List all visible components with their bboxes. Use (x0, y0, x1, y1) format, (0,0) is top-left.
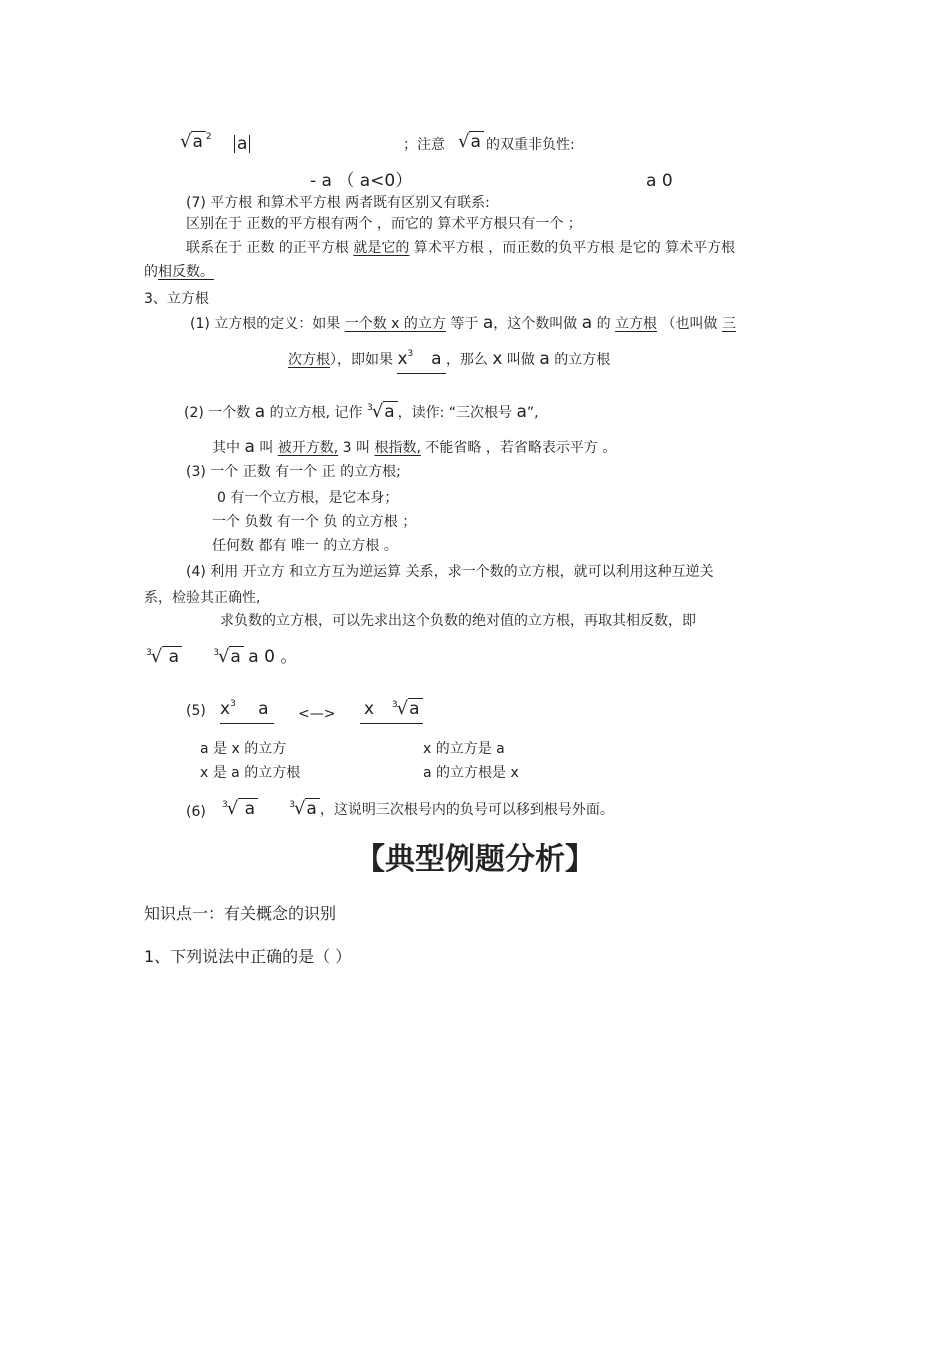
p7-link: 联系在于 正数 的正平方根 就是它的 算术平方根 ，而正数的负平方根 是它的 算术平方根 (186, 240, 736, 256)
d2-line1: (2) 一个数 a 的立方根, 记作 $^3$√a ，读作: “三次根号 a”, (184, 401, 539, 422)
p7-head: (7) 平方根 和算术平方根 两者既有区别又有联系: (186, 195, 490, 211)
d3-line4: 任何数 都有 唯一 的立方根 。 (212, 538, 398, 554)
d5-eq-left: $x^3$ a (220, 700, 274, 724)
d4-line2: 系，检验其正确性, (144, 590, 261, 606)
d4-formula: $^3$√ a $^3$√a a 0 。 (146, 646, 298, 667)
d1-line2: 次方根），即如果 $x^3$ a ，那么 x 叫做 a 的立方根 (288, 350, 610, 374)
note-label: ；注意 (403, 137, 445, 153)
question-1: 1、下列说法中正确的是（ ） (144, 947, 352, 966)
formula-sqrt-a-squared: √a $^2$ (180, 131, 212, 152)
neg-a-case: - a （ a<0） (310, 171, 413, 191)
d6-label: (6) (186, 804, 206, 820)
d5-r1b: x 的立方是 a (423, 741, 505, 757)
d5-r2a: x 是 a 的立方根 (200, 765, 301, 781)
d5-r2b: a 的立方根是 x (423, 765, 519, 781)
d4-line3: 求负数的立方根，可以先求出这个负数的绝对值的立方根，再取其相反数，即 (220, 613, 696, 629)
d5-eq-right: x $^3$√a (360, 700, 423, 724)
section-title: 【典型例题分析】 (355, 842, 595, 877)
double-nonneg-text: 的双重非负性: (486, 137, 575, 153)
d3-line2: 0 有一个立方根，是它本身； (217, 490, 399, 506)
a-ge-zero: a 0 (646, 171, 673, 191)
d6-formula: $^3$√ a $^3$√a ，这说明三次根号内的负号可以移到根号外面。 (222, 798, 614, 819)
abs-a: a (234, 135, 250, 153)
d5-label: (5) (186, 703, 206, 719)
d3-line3: 一个 负数 有一个 负 的立方根 ； (212, 514, 417, 530)
d3-line1: (3) 一个 正数 有一个 正 的立方根; (186, 464, 401, 480)
p7-diff: 区别在于 正数的平方根有两个 ，而它的 算术平方根只有一个 ； (186, 216, 582, 232)
knowledge-point-heading: 知识点一：有关概念的识别 (144, 904, 337, 923)
formula-sqrt-a: √a (458, 133, 484, 152)
section-cube-root: 3、立方根 (144, 291, 209, 307)
d5-arrow: <—> (298, 706, 336, 722)
d5-r1a: a 是 x 的立方 (200, 741, 287, 757)
d2-line2: 其中 a 叫 被开方数, 3 叫 根指数, 不能省略 ，若省略表示平方 。 (212, 437, 617, 457)
d1-line1: (1) 立方根的定义：如果 一个数 x 的立方 等于 a，这个数叫做 a 的 立方根 （也叫做 三 (190, 313, 736, 333)
p7-link-cont: 的相反数。 (144, 264, 214, 280)
d4-line1: (4) 利用 开立方 和立方互为逆运算 关系，求一个数的立方根，就可以利用这种互逆关 (186, 564, 714, 580)
